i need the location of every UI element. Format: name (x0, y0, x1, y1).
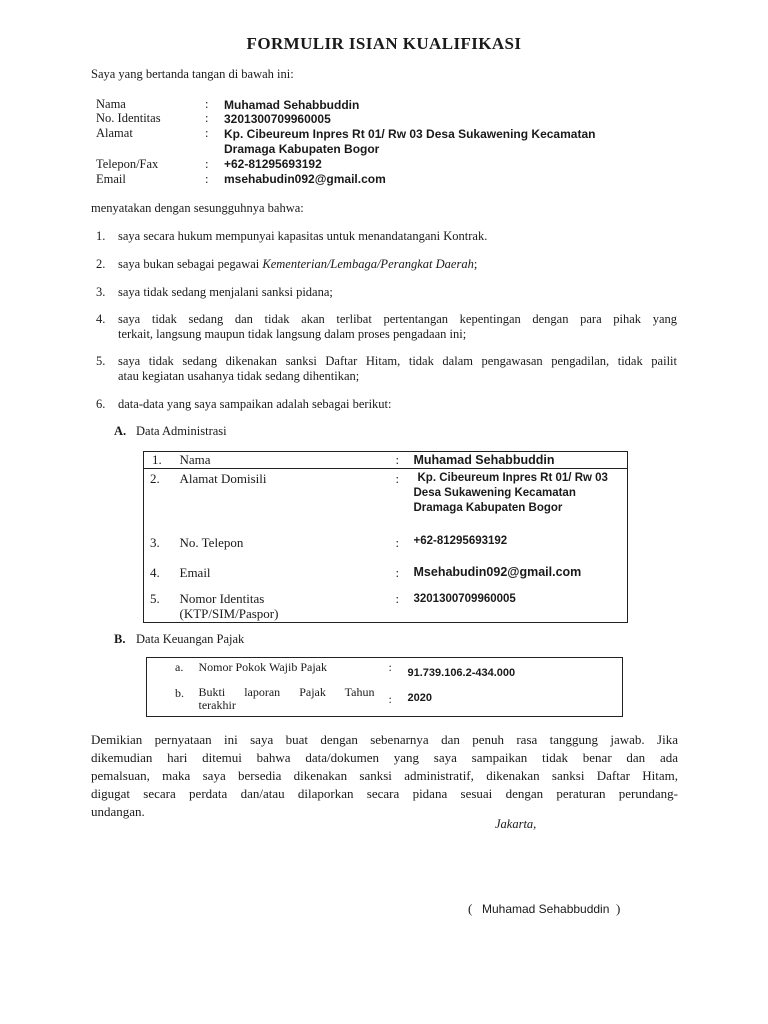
table-row (147, 686, 623, 717)
row-label: No. Telepon (179, 534, 244, 550)
email-label: Email (96, 172, 126, 186)
tax-label-line-1: Bukti laporan Pajak Tahun (198, 684, 375, 699)
signature-name: Muhamad Sehabbuddin (481, 902, 610, 916)
row-colon: : (388, 660, 392, 674)
row-number: 1. (144, 452, 180, 469)
id-colon: : (205, 111, 209, 125)
point-4-text-line2: terkait, langsung maupun tidak langsung dalam proses pengadaan ini; (118, 327, 467, 341)
id-value: 3201300709960005 (224, 112, 331, 126)
tax-table (146, 657, 623, 717)
row-number: 3. (150, 534, 160, 550)
closing-line-4: digugat secara perdata dan/atau dilaporkan secara pidana sesuai dengan peraturan perundang- (91, 786, 678, 801)
table-row (147, 658, 623, 686)
email-value: msehabudin092@gmail.com (224, 172, 386, 186)
table-row (144, 565, 628, 591)
closing-line-2: dikemudian hari ditemui bahwa data/dokumen yang saya sampaikan tidak benar dan ada (91, 750, 678, 765)
name-colon: : (205, 97, 209, 111)
point-3-text: saya tidak sedang menjalani sanksi pidana; (118, 285, 333, 299)
row-label (199, 686, 389, 717)
row-colon: : (388, 691, 392, 706)
row-value: Msehabudin092@gmail.com (413, 564, 582, 579)
form-title: FORMULIR ISIAN KUALIFIKASI (246, 34, 522, 53)
row-colon: : (395, 534, 400, 550)
section-b-title: Data Keuangan Pajak (136, 632, 245, 646)
row-colon: : (395, 471, 400, 486)
row-colon: : (396, 452, 414, 469)
address-line-3: Dramaga Kabupaten Bogor (413, 502, 563, 514)
row-number: 2. (150, 471, 160, 486)
row-label: Alamat Domisili (179, 471, 267, 486)
row-value: Muhamad Sehabbuddin (414, 452, 628, 469)
email-colon: : (205, 172, 209, 186)
row-colon: : (395, 590, 400, 606)
address-line-2: Desa Sukawening Kecamatan (413, 487, 576, 499)
point-5-text-line2: atau kegiatan usahanya tidak sedang dihentikan; (118, 369, 360, 383)
phone-value: +62-81295693192 (224, 157, 322, 171)
table-row (144, 452, 628, 469)
row-label: Nomor Pokok Wajib Pajak (198, 660, 327, 674)
row-number: a. (175, 660, 184, 674)
administration-table (143, 451, 628, 623)
tax-label-line-2: terakhir (198, 697, 236, 712)
point-5-number: 5. (96, 354, 106, 368)
address-colon: : (205, 126, 209, 140)
row-label (180, 591, 396, 623)
point-2-text-italic: Kementerian/Lembaga/Perangkat Daerah (262, 257, 474, 271)
name-label: Nama (96, 97, 126, 111)
point-6-text: data-data yang saya sampaikan adalah sebagai berikut: (118, 397, 392, 411)
point-4-number: 4. (96, 312, 106, 326)
row-value: 2020 (407, 691, 432, 704)
id-label-line-2: (KTP/SIM/Paspor) (179, 605, 279, 621)
row-number: 5. (150, 590, 160, 606)
row-label: Email (179, 564, 211, 580)
section-a-title: Data Administrasi (136, 424, 227, 438)
point-1-text: saya secara hukum mempunyai kapasitas untuk menandatangani Kontrak. (118, 229, 488, 243)
table-row (144, 535, 628, 565)
row-colon: : (395, 564, 400, 580)
row-number: 4. (150, 564, 160, 580)
closing-line-5: undangan. (91, 804, 145, 819)
address-line-1: Kp. Cibeureum Inpres Rt 01/ Rw 03 (417, 472, 608, 484)
point-5-text-line1: saya tidak sedang dikenakan sanksi Daftar Hitam, tidak dalam pengawasan pengadilan, tidak pailit (118, 354, 677, 368)
signature-open-paren: ( (468, 901, 473, 916)
row-value: 91.739.106.2-434.000 (407, 667, 516, 679)
statement-text: menyatakan dengan sesungguhnya bahwa: (91, 201, 304, 215)
address-value-line1: Kp. Cibeureum Inpres Rt 01/ Rw 03 Desa Sukawening Kecamatan (224, 127, 596, 141)
intro-text: Saya yang bertanda tangan di bawah ini: (91, 67, 294, 81)
row-value (414, 469, 628, 535)
table-row (144, 591, 628, 623)
point-2-text-a: saya bukan sebagai pegawai (118, 257, 263, 271)
section-a-letter: A. (114, 424, 127, 438)
name-value: Muhamad Sehabbuddin (224, 98, 360, 112)
table-row (144, 469, 628, 535)
phone-label: Telepon/Fax (96, 157, 159, 171)
point-2-text (118, 257, 477, 272)
section-b-letter: B. (114, 632, 126, 646)
id-label: No. Identitas (96, 111, 161, 125)
point-4-text-line1: saya tidak sedang dan tidak akan terlibat pertentangan kepentingan dengan para pihak yang (118, 312, 677, 326)
signature-close-paren: ) (616, 901, 621, 916)
row-value: 3201300709960005 (413, 592, 516, 605)
point-3-number: 3. (96, 285, 106, 299)
signature-block (468, 901, 620, 917)
row-number: b. (175, 685, 184, 700)
closing-line-3: pemalsuan, maka saya bersedia dikenakan sanksi administratif, dikenakan sanksi Daftar Hitam, (91, 768, 678, 783)
closing-line-1: Demikian pernyataan ini saya buat dengan sebenarnya dan penuh rasa tanggung jawab. Jika (91, 732, 678, 747)
place-label: Jakarta, (495, 817, 537, 831)
point-2-text-end: ; (473, 257, 478, 271)
row-label: Nama (180, 452, 396, 469)
address-label: Alamat (96, 126, 133, 140)
closing-paragraph (91, 731, 678, 821)
point-1-number: 1. (96, 229, 106, 243)
phone-colon: : (205, 157, 209, 171)
point-2-number: 2. (96, 257, 106, 271)
row-value: +62-81295693192 (413, 534, 508, 547)
address-value-line2: Dramaga Kabupaten Bogor (224, 142, 380, 156)
id-label-line-1: Nomor Identitas (179, 590, 265, 606)
point-6-number: 6. (96, 397, 106, 411)
